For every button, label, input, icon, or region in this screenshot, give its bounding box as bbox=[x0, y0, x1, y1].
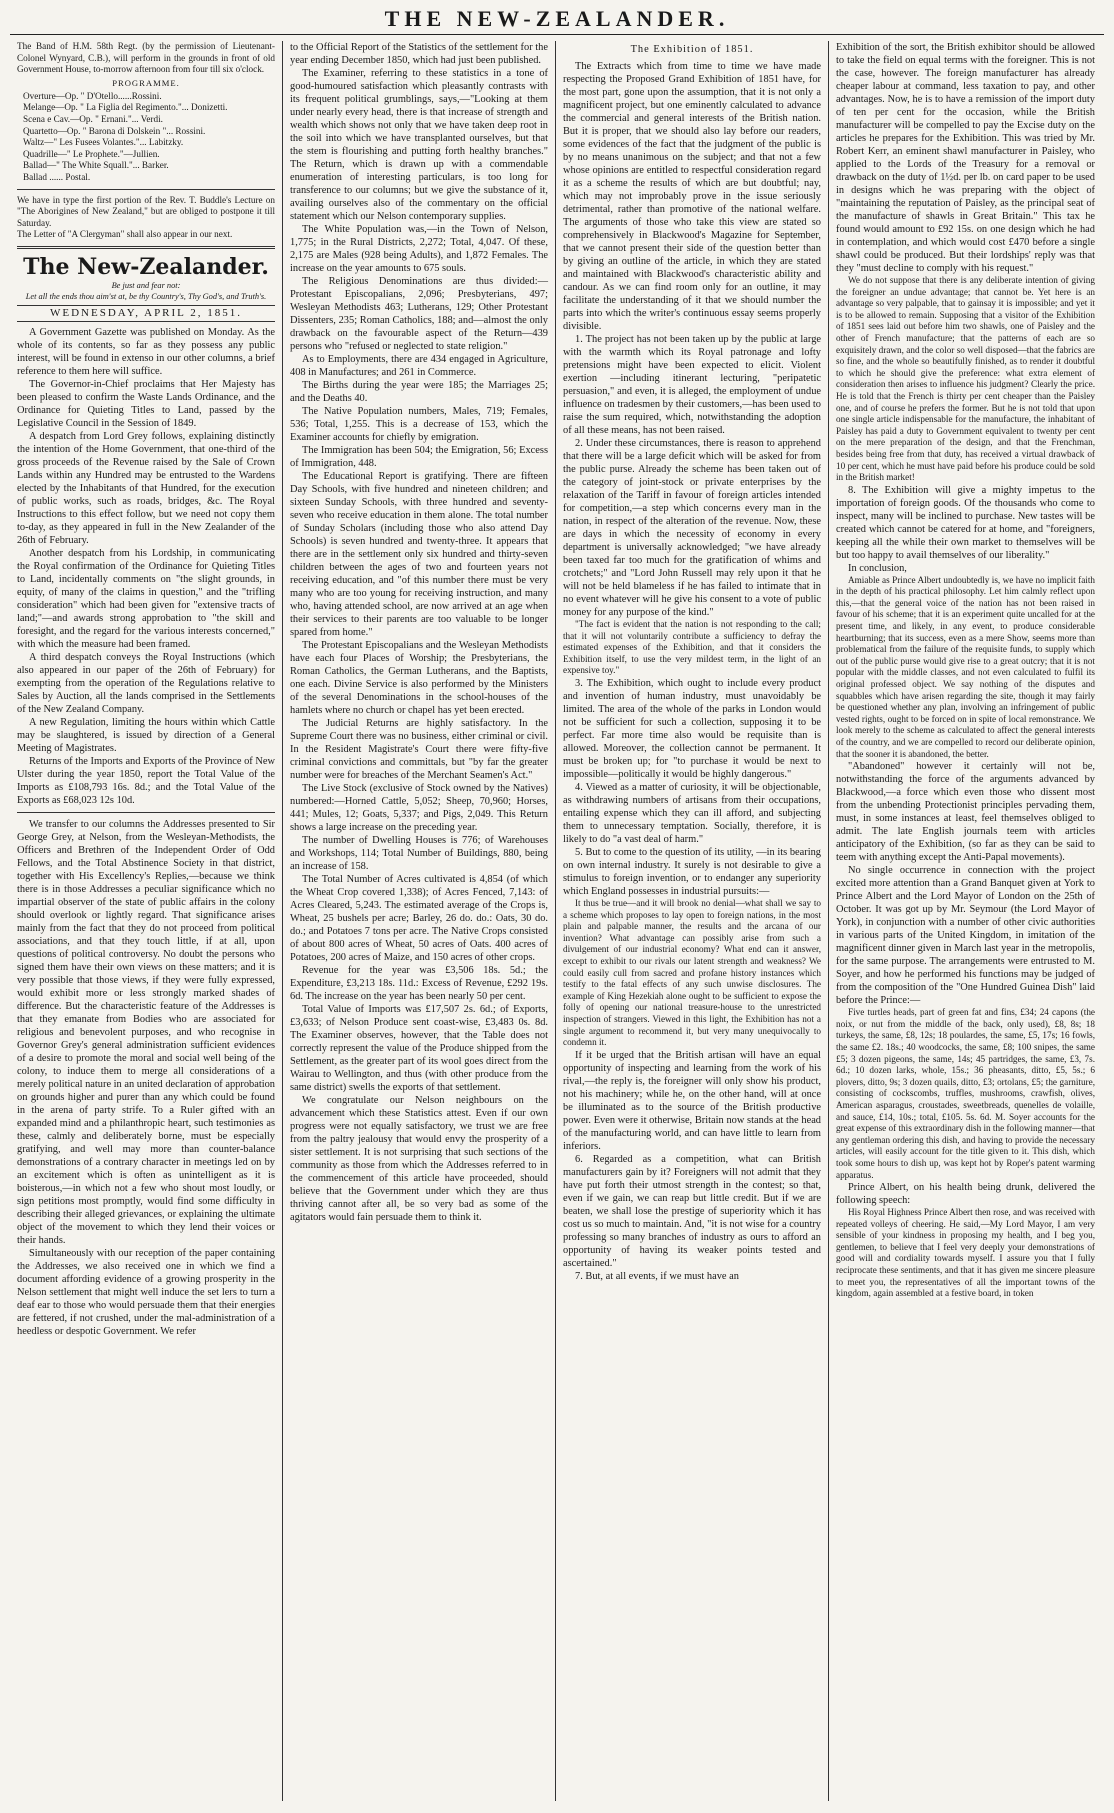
article-paragraph: A third despatch conveys the Royal Instructions (which also appeared in our paper of the 26th of February) for exempting from the operation of the Regulations relative to Sales by Auction, all the lands comprised in the Settlements of the New Zealand Company. bbox=[17, 651, 275, 715]
article-paragraph: A new Regulation, limiting the hours within which Cattle may be slaughtered, is issued by direction of a General Meeting of Magistrates. bbox=[17, 716, 275, 754]
article-heading: The Exhibition of 1851. bbox=[630, 44, 754, 55]
article-paragraph: In conclusion, bbox=[848, 562, 907, 574]
article-paragraph: 7. But, at all events, if we must have an bbox=[575, 1270, 739, 1282]
programme-item: Quadrille—" Le Prophete."—Jullien. bbox=[23, 148, 160, 159]
article-paragraph: A despatch from Lord Grey follows, explaining distinctly the intention of the Home Government, that one-third of the gross proceeds of the Revenue raised by the Sale of Crown Lands within any Hundred may be entrusted to the Wardens elected by the Inhabitants of that Hundred, for the execution of public works, such as roads, bridges, &c. The Royal Instructions to this effect follow, but we need not copy them to-day, as they appeared in full in the New Zealander of the 26th of February. bbox=[17, 430, 275, 546]
article-paragraph: The number of Dwelling Houses is 776; of Warehouses and Workshops, 114; Total Number of Buildings, 880, being an increase of 158. bbox=[290, 835, 548, 872]
column-3 bbox=[556, 41, 829, 1801]
programme-item: Scena e Cav.—Op. " Ernani."... Verdi. bbox=[23, 113, 163, 124]
article-paragraph: The Extracts which from time to time we have made respecting the Proposed Grand Exhibition of 1851 have, for the most part, gone upon the assumption, that it is not only a magnificent project, but one eminently calculated to advance the commercial and general interests of the British nation. But it is proper, that we should also lay before our readers, some evidences of the fact that the judgment of the public is by no means unanimous on the subject; and that not a few whose opinions are entitled to respectful consideration regard it as a scheme the results of which are but doubtful; nay, which may not improbably prove in the issue seriously detrimental, rather than promotive of the national welfare. The arguments of those who take this view are stated so comprehensively in Blackwood's Magazine for September, that we cannot present their side of the question better than by giving an outline of the article, in which they are stated and maintained with Blackwood's characteristic ability and candour. As we can find room only for an outline, it may facilitate the understanding of it that we should number the parts into which the writer's continuous essay seems properly divisible. bbox=[563, 61, 821, 332]
article-paragraph: The Live Stock (exclusive of Stock owned by the Natives) numbered:—Horned Cattle, 5,052; Sheep, 70,960; Horses, 441; Mules, 12; Goats, 5,337; and Pigs, 2,049. This Return shows a large increase on the preceding year. bbox=[290, 783, 548, 833]
programme-item: Overture—Op. " D'Otello......Rossini. bbox=[23, 90, 162, 101]
columns bbox=[10, 41, 1104, 1801]
article-paragraph: The Governor-in-Chief proclaims that Her Majesty has been pleased to confirm the Waste Lands Ordinance, and the Ordinance for Quieting Titles to Land, passed by the Legislative Council in the Session of 1849. bbox=[17, 378, 275, 429]
quoted-extract: We do not suppose that there is any deliberate intention of giving the foreigner an undue advantage; that cannot be. Yet here is an advantage so very palpable, that to gainsay it is impossible; and yet it is to be allowed to remain. Supposing that a visitor of the Exhibition of 1851 sees laid out before him two shawls, one of Paisley and the other of French manufacture; that the patterns of each are so exquisitely drawn, and the color so well disposed—that the fabrics are so fine, and the whole so beautifully finished, as to render it doubtful to which he should give the preference: what extra element of consideration then arises to influence his judgment? Clearly the price. He is told that the French is thirty per cent cheaper than the Paisley one, and of course he prefers the former. But he is not told that upon one single article indispensable for the manufacture, the inhabitant of Paisley has paid a duty to Government equivalent to twenty per cent on the mere preparation of the design, and that the Frenchman, besides being free from that duty, has received a virtual drawback of 10 per cent, which he must have paid before his produce could be sold in the British market! bbox=[836, 275, 1095, 483]
motto: Be just and fear not: bbox=[111, 280, 181, 290]
article-paragraph: Revenue for the year was £3,506 18s. 5d.; the Expenditure, £3,213 18s. 11d.: Excess of Revenue, £292 19s. 6d. The increase on the year has been nearly 50 per cent. bbox=[290, 965, 548, 1002]
article-paragraph: Exhibition of the sort, the British exhibitor should be allowed to take the field on equal terms with the foreigner. This is not the case, however. The foreign manufacturer has already cheaper labour at command, less taxation to pay, and other advantages. Now, he is to have a remission of the import duty of ten per cent for the occasion, while the British manufacturer will be compelled to pay the Excise duty on the articles he prepares for the Exhibition. This was tried by Mr. Robert Kerr, an eminent shawl manufacturer in Paisley, who applied to the Lords of the Treasury for a removal or drawback on the duty of 1½d. per lb. on card paper to be used in designs which he was preparing with the object of "maintaining the reputation of Paisley, as the principal seat of the manufacture of shawls in Great Britain." This tax he found would amount to £92 15s. on one design which he had in contemplation, and which would cost £470 before a single shawl could be produced. But their lordships' reply was that they "must decline to comply with his request." bbox=[836, 42, 1095, 274]
article-paragraph: The Native Population numbers, Males, 719; Females, 536; Total, 1,255. This is a decrease of 153, which the Examiner accounts for chiefly by emigration. bbox=[290, 406, 548, 443]
article-paragraph: 4. Viewed as a matter of curiosity, it will be objectionable, as withdrawing numbers of artisans from their occupations, entailing expense which they can ill afford, and subjecting them to unnecessary temptation. Socially, therefore, it is likely to do "a vast deal of harm." bbox=[563, 781, 821, 845]
article-paragraph: The Examiner, referring to these statistics in a tone of good-humoured satisfaction which pleasantly contrasts with its frequent political grumblings, says,—"Looking at them under nearly every head, there is that increase of strength and wealth which shows not only that we have taken deep root in the soil into which we have transplanted ourselves, but that the stem is flourishing and putting forth healthy branches." The Return, which is drawn up with a commendable enumeration of interesting particulars, is too long for transference to our columns; but we give the substance of it, availing ourselves also of the commentary on the official statement which our Nelson contemporary supplies. bbox=[290, 68, 548, 222]
article-paragraph: to the Official Report of the Statistics of the settlement for the year ending December 1850, which had just been published. bbox=[290, 42, 548, 66]
article-paragraph: Another despatch from his Lordship, in communicating the Royal confirmation of the Ordinance for Quieting Titles to Land, incidentally comments on "the slight grounds, in equity, of many of the claims in question," and the "trifling consideration" which had been given for "extensive tracts of land;"—and awards strong approbation to "the skill and foresight, and the regard for the various interests concerned," with which the measure had been framed. bbox=[17, 547, 275, 650]
dateline: WEDNESDAY, APRIL 2, 1851. bbox=[17, 305, 275, 322]
article-paragraph: As to Employments, there are 434 engaged in Agriculture, 408 in Manufactures; and 261 in Commerce. bbox=[290, 354, 548, 378]
article-paragraph: The Judicial Returns are highly satisfactory. In the Supreme Court there was no business, either criminal or civil. In the Resident Magistrate's Court there were fifty-five criminal convictions and committals, but "by far the greater number were for breaches of the Merchant Seamen's Act." bbox=[290, 718, 548, 781]
quoted-extract: Amiable as Prince Albert undoubtedly is, we have no implicit faith in the depth of his practical philosophy. Let him calmly reflect upon this,—that the general voice of the nation has not been raised in favour of his scheme; that it is an experiment quite uncalled for at the present time, and likely, in any event, to produce considerable heartburning; that its success, even as a mere Show, seems more than problematical from the failure of the requisite funds, to supply which out of the public purse would give rise to a great outcry; that it is not popular with the middle classes, and not even calculated to fulfil its original professed object. We say nothing of the disputes and squabbles which have arisen regarding the site, though it may fairly be questioned whether any plan, involving an infringement of public vested rights, ought to be forced on in spite of local remonstrance. We look merely to the scheme as calculated to affect the general interests of the country, and we are compelled to record our deliberate opinion, that the sooner it is abandoned, the better. bbox=[836, 574, 1095, 759]
column-4 bbox=[829, 41, 1102, 1801]
programme-item: Melange—Op. " La Figlia del Regimento."... Donizetti. bbox=[23, 102, 228, 113]
programme-item: Waltz—" Les Fusees Volantes."... Labitzky. bbox=[23, 137, 184, 148]
programme-item: Ballad ...... Postal. bbox=[23, 171, 91, 182]
article-paragraph: No single occurrence in connection with the project excited more attention than a Grand Banquet given at York to Prince Albert and the Lord Mayor of London on the 25th of October. It was got up by Mr. Seymour (the Lord Mayor of York), in conjunction with a number of other civic authorities in various parts of the United Kingdom, in imitation of the magnificent dinner given in March last year in the metropolis, for the same purpose. The arrangements were entrusted to M. Soyer, and how he performed his functions may be judged of from the composition of the "One Hundred Guinea Dish" laid before the Prince:— bbox=[836, 865, 1095, 1007]
article-paragraph: Prince Albert, on his health being drunk, delivered the following speech: bbox=[836, 1182, 1095, 1207]
quoted-extract: "The fact is evident that the nation is not responding to the call; that it will not voluntarily contribute a sufficiency to defray the estimated expenses of the Exhibition, and that it considers the Exhibition itself, to use the very mildest term, in the light of an expensive toy." bbox=[563, 619, 821, 676]
programme-list bbox=[17, 91, 275, 184]
article-paragraph: We transfer to our columns the Addresses presented to Sir George Grey, at Nelson, from the Wesleyan-Methodists, the Officers and Brethren of the Independent Order of Odd Fellows, and the Total Abstinence Society in that district, together with His Excellency's Replies,—because we think there is in those Addresses a peculiar significance which no impartial observer of the state of public affairs in the colony should overlook or lightly regard. That significance arises mainly from the fact that they do not proceed from political associations, and that they touch little, if at all, upon questions of political controversy. No doubt the persons who signed them have their own views on these matters; and it is very possible that those views, if they were fully expressed, would exhibit more or less strongly marked shades of difference. But the characteristic feature of the Addresses is that they emanate from Bodies who are associated for religious and benevolent purposes, and who recognise in Governor Grey's general administration sufficient evidences of a desire to promote the moral and social well being of the colony, to induce them to merge all considerations of a merely political nature in an united declaration of approbation on grounds higher and purer than any which could be found in the arena of party strife. To a Ruler gifted with an expanded mind and a philanthropic heart, such testimonies as these, calmly and deliberately borne, must be especially gratifying, and well may more than counter-balance demonstrations of a contrary character in meetings led on by an excitement which is often as unintelligent as it is boisterous,—in which not a few who shout most loudly, or sign petitions most promptly, would find some difficulty in describing their alleged grievances, or explaining the ultimate object of the movement to which they lend their voices or their hands. bbox=[17, 818, 275, 1246]
article-paragraph: 8. The Exhibition will give a mighty impetus to the importation of foreign goods. Of the thousands who come to inspect, many will be inclined to purchase. New tastes will be created which cannot be catered for at home, and "foreigners, keeping all the while their own market to themselves will be but too happy to avail themselves of our liberality." bbox=[836, 484, 1095, 561]
article-paragraph: The Educational Report is gratifying. There are fifteen Day Schools, with five hundred and nineteen children; and sixteen Sunday Schools, with three hundred and seventy-seven who receive education in them alone. The total number of Sunday Scholars (including those who also attend Day Schools) is seven hundred and twenty-three. It appears that there are in the settlement only six hundred and thirty-seven children between the ages of two and fourteen years not receiving education, and "of this number there must be very many who are too young for receiving instruction, and many who, having attended school, are now arrived at an age when their services to their parents are too valuable to be longer spared from home." bbox=[290, 471, 548, 638]
quoted-extract: His Royal Highness Prince Albert then rose, and was received with repeated volleys of cheering. He said,—My Lord Mayor, I am very sensible of your kindness in proposing my health, and I beg you, gentlemen, to believe that I feel very deeply your demonstrations of good will and cordiality towards myself. I assure you that I fully reciprocate these sentiments, and that it has given me sincere pleasure to meet you, the representatives of all the important towns of the kingdom, again assembled at a festive board, in token bbox=[836, 1207, 1095, 1299]
article-paragraph: The Protestant Episcopalians and the Wesleyan Methodists have each four Places of Worship; the Presbyterians, the Roman Catholics, the German Lutherans, and the Baptists, one each. Divine Service is also performed by the Ministers of the several Denominations in the school-houses of the hamlets where no church or chapel has yet been erected. bbox=[290, 640, 548, 716]
divider bbox=[17, 246, 275, 249]
motto: Let all the ends thou aim'st at, be thy Country's, Thy God's, and Truth's. bbox=[25, 291, 267, 301]
article-paragraph: Simultaneously with our reception of the paper containing the Addresses, we also received one in which we find a document affording evidence of a growing prosperity in the Nelson settlement that might well induce the set lers to turn a deaf ear to those who would persuade them that their energies are fettered, if not crushed, under the mal-administration of a heedless or despotic Government. We refer bbox=[17, 1247, 275, 1337]
article-paragraph: 5. But to come to the question of its utility, —in its bearing on own internal industry. It surely is not desirable to give a stimulus to foreign invention, or to endanger any superiority which England possesses in industrial pursuits:— bbox=[563, 846, 821, 897]
divider bbox=[17, 812, 275, 813]
article-paragraph: The Births during the year were 185; the Marriages 25; and the Deaths 40. bbox=[290, 380, 548, 404]
divider bbox=[17, 189, 275, 190]
article-paragraph: If it be urged that the British artisan will have an equal opportunity of inspecting and learning from the work of his rival,—the reply is, the foreigner will only show his product, not his machinery; while he, on the other hand, will at once be illuminated as to the source of the British productive power. Even were it otherwise, Britain now stands at the head of the manufacturing world, and can have little to learn from inferiors. bbox=[563, 1049, 821, 1152]
column-2 bbox=[283, 41, 556, 1801]
programme-item: Ballad—" The White Squall."... Barker. bbox=[23, 160, 169, 171]
article-paragraph: "Abandoned" however it certainly will not be, notwithstanding the force of the arguments advanced by Blackwood,—a force which even those who dissent most from the unbending Protectionist principles pervading them, must, in some instances at least, feel themselves obliged to admit. The late English journals teem with articles anticipatory of the Exhibition, (so far as they can be said to teem with anything except the Anti-Papal movements). bbox=[836, 761, 1095, 864]
column-1 bbox=[10, 41, 283, 1801]
article-paragraph: A Government Gazette was published on Monday. As the whole of its contents, so far as they possess any public interest, will be found in extenso in our other columns, a brief reference to them here will suffice. bbox=[17, 326, 275, 377]
editorial-notice: We have in type the first portion of the Rev. T. Buddle's Lecture on "The Aborigines of New Zealand," but are obliged to postpone it till Saturday. bbox=[17, 194, 275, 228]
article-paragraph: The White Population was,—in the Town of Nelson, 1,775; in the Rural Districts, 2,272; Total, 4,047. Of these, 2,175 are Males (928 being Adults), and 1,872 Females. The increase on the year amounts to 675 souls. bbox=[290, 224, 548, 274]
article-paragraph: Total Value of Imports was £17,507 2s. 6d.; of Exports, £3,633; of Nelson Produce sent coast-wise, £3,483 0s. 8d. The Examiner observes, however, that the Table does not correctly represent the value of the Produce shipped from the Settlement, as the greater part of its wool goes direct from the Wairau to Wellington, and thus (with other produce from the same district) swells the exports of that settlement. bbox=[290, 1004, 548, 1093]
article-paragraph: 3. The Exhibition, which ought to include every product and invention of human industry, must unavoidably be limited. The area of the whole of the parks in London would not be sufficient for such a collection, supposing it to be perfect. Far more time also would be requisite than is allowed. Moreover, the collection cannot be permanent. It must be broken up; for "to purchase it would be next to impossible—politically it would be highly dangerous." bbox=[563, 677, 821, 780]
masthead: THE NEW-ZEALANDER. bbox=[384, 6, 730, 31]
article-paragraph: The Religious Denominations are thus divided:— Protestant Episcopalians, 2,096; Presbyterians, 497; Wesleyan Methodists 463; Lutherans, 129; Other Protestant Dissenters, 235; Roman Catholics, 188; and—almost the only drawback on the favourable aspect of the Return—439 persons who "refused or neglected to state religion." bbox=[290, 276, 548, 352]
quoted-extract: Five turtles heads, part of green fat and fins, £34; 24 capons (the noix, or nut from the middle of the back, only used), £8, 8s; 18 turkeys, the same, £8, 12s; 18 poulardes, the same, £5, 17s; 16 fowls, the same £2. 18s.; 40 woodcocks, the same, £8; 100 snipes, the same £5; 3 dozen pigeons, the same, 14s; 45 partridges, the same, £3, 7s. 6d.; 10 dozen larks, whole, 15s.; 36 pheasants, ditto, £5, 5s.; 6 plovers, ditto, 9s; 3 dozen quails, ditto, £3; ortolans, £5; the garniture, consisting of cockscombs, truffles, mushrooms, crawfish, olives, American asparagus, croustades, sweetbreads, quenelles de volaille, and sauce, £14, 10s.; total, £105. 5s. 6d. M. Soyer accounts for the great expense of this extraordinary dish in the following manner—that any gentleman ordering this dish, and having to provide the necessary articles, will easily account for the title given to it. This dish, which took some hours to dish up, was kept hot by Roper's patent warming apparatus. bbox=[836, 1007, 1095, 1180]
article-paragraph: 1. The project has not been taken up by the public at large with the warmth which its Royal patronage and lofty pretensions might have been expected to elicit. Violent exertion —including itinerant lecturing, "peripatetic persuasion," and even, it is alleged, the employment of undue influence on tradesmen by their customers,—has been used to raise the sum required, which, notwithstanding the adoption of all these means, has not been raised. bbox=[563, 334, 821, 436]
band-notice: The Band of H.M. 58th Regt. (by the permission of Lieutenant-Colonel Wynyard, C.B.), will perform in the grounds in front of old Government House, to-morrow afternoon from four till six o'clock. bbox=[17, 41, 275, 75]
programme-item: Quartetto—Op. " Barona di Dolskein "... Rossini. bbox=[23, 125, 206, 136]
programme-title: PROGRAMME. bbox=[112, 77, 180, 88]
article-paragraph: 2. Under these circumstances, there is reason to apprehend that there will be a large deficit which will be asked for from the public purse. Already the scheme has been taken out of the category of joint-stock or private enterprises by the relaxation of the Tariff in favour of foreign articles intended for competition,—a step which concerns every man in the nation, in respect of the alteration of the revenue. Now, these are days in which the necessity of economy in every department is universally acknowledged; "we have already been taxed far too much for the gratification of whims and crotchets;" and "Lord John Russell may rely upon it that he will not be held blameless if he has failed to intimate that in no event whatever will he give his consent to a vote of public money for any purpose of the kind." bbox=[563, 438, 821, 618]
article-paragraph: The Immigration has been 504; the Emigration, 56; Excess of Immigration, 448. bbox=[290, 445, 548, 469]
article-paragraph: We congratulate our Nelson neighbours on the advancement which these Statistics attest. Even if our own progress were not equally satisfactory, we trust we are free from the paltry jealousy that would envy the prosperity of a sister settlement. It is not surprising that such sections of the community as those from which the Addresses referred to in the commencement of this article have proceeded, should believe that the Government under which they are thus thriving cannot after all, be so very bad as some of the agitators would fain persuade them to think it. bbox=[290, 1095, 548, 1223]
quoted-extract: It thus be true—and it will brook no denial—what shall we say to a scheme which proposes to lay open to foreign nations, in the most plain and palpable manner, the results and the arcana of our invention? What advantage can possibly arise from such a divulgement of our industrial economy? What end can it answer, except to exhibit to our rivals our latent strength and weakness? We could easily cull from sacred and profane history instances which testify to the fatal effects of any such unwise disclosures. The example of King Hezekiah alone ought to be sufficient to expose the folly of opening our national treasure-house to the unrestricted inspection of strangers. Viewed in this light, the Exhibition has not a single argument to recommend it, but very many unequivocally to condemn it. bbox=[563, 897, 821, 1048]
masthead-rule bbox=[10, 34, 1104, 35]
article-paragraph: The Total Number of Acres cultivated is 4,854 (of which the Wheat Crop covered 1,338); of Acres Fenced, 7,143: of Acres Cleared, 5,243. The estimated average of the Crops is, Wheat, 25 bushels per acre; Barley, 26 do. do.: Oats, 30 do. do.; and Potatoes 7 tons per acre. The Native Crops consisted of about 800 acres of Wheat, 50 acres of Oats. 400 acres of Potatoes, 200 acres of Maize, and 150 acres of other crops. bbox=[290, 874, 548, 963]
editorial-notice: The Letter of "A Clergyman" shall also appear in our next. bbox=[17, 229, 233, 240]
article-paragraph: Returns of the Imports and Exports of the Province of New Ulster during the year 1850, report the Total Value of the Imports as £108,793 16s. 8d.; and the Total Value of the Exports as £68,023 12s 10d. bbox=[17, 755, 275, 806]
paper-title: The New-Zealander. bbox=[23, 253, 269, 280]
article-paragraph: 6. Regarded as a competition, what can British manufacturers gain by it? Foreigners will not admit that they have put forth their utmost strength in the contest; so that, even if we gain, we can reap but little credit. But if we are beaten, we shall lose the prestige of superiority which it has cost us so much to maintain. And, "it is not wise for a country professing so many branches of industry as ours to afford an opportunity of having its weaker points tested and ascertained." bbox=[563, 1153, 821, 1269]
